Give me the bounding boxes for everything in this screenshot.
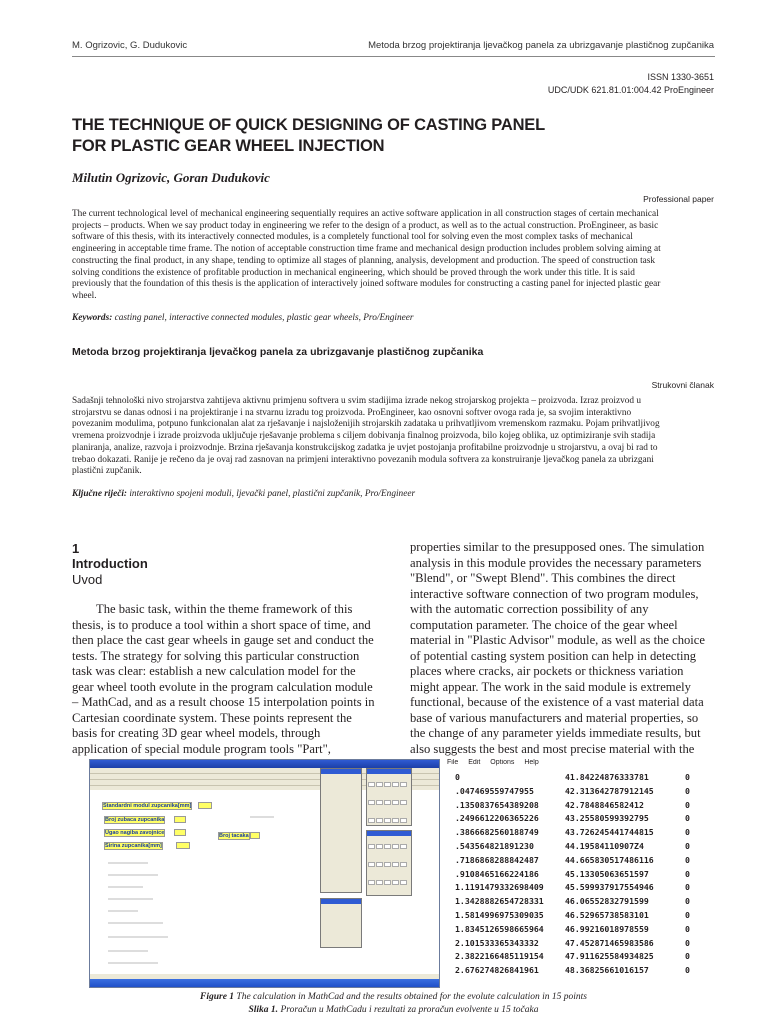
result-cell: 41.84224876333781 (565, 772, 649, 782)
result-cell: 1.3428882654728331 (455, 896, 544, 907)
mathcad-equation (108, 862, 148, 864)
result-cell: 46.52965738583101 (565, 910, 649, 920)
mathcad-equation (250, 816, 274, 818)
mathcad-titlebar (90, 760, 439, 768)
body-line: places where cracks, air pockets or thickness variation (410, 664, 684, 678)
mathcad-palette (366, 830, 412, 896)
result-cell: 43.726245441744815 (565, 827, 654, 838)
body-line: analysis in this module provides the necessary parameters (410, 555, 702, 570)
menu-options[interactable]: Options (490, 759, 515, 766)
body-line: base of various manufacturers and material properties, so (410, 710, 699, 725)
abstract-line: engineering in acceptable time frame. The notion of acceptable construction time frame and mechanical design production includes problem solving aiming at (72, 244, 661, 255)
section-subtitle: Uvod (72, 572, 103, 587)
kljucne-label: Ključne riječi: (72, 489, 128, 499)
mathcad-equation (108, 962, 158, 964)
result-cell: 1.8345126598665964 (455, 923, 544, 934)
result-cell: 0 (685, 854, 690, 865)
keywords-text: casting panel, interactive connected modules, plastic gear wheels, Pro/Engineer (114, 313, 414, 323)
kljucne-rijeci (72, 489, 415, 499)
result-cell: 0 (685, 896, 690, 907)
title-line-1: THE TECHNIQUE OF QUICK DESIGNING OF CASTING PANEL (72, 116, 545, 134)
result-cell: 45.599937917554946 (565, 882, 654, 893)
body-line: "Blend", or "Swept Blend". This combines the direct (410, 571, 676, 585)
mathcad-value (174, 816, 186, 823)
menu-help[interactable]: Help (524, 759, 539, 766)
result-cell: .3866682560188749 (455, 827, 539, 838)
mathcad-equation (108, 874, 158, 876)
body-line: thesis, is to produce a tool within a short space of time, and (72, 617, 371, 632)
croatian-title: Metoda brzog projektiranja ljevačkog panela za ubrizgavanje plastičnog zupčanika (72, 346, 484, 358)
result-cell: 46.99216018978559 (565, 923, 649, 934)
result-cell: 0 (685, 799, 690, 810)
result-cell: 0 (685, 937, 690, 948)
sazetak-line: strojarstvu se danas odnosi i na projektiranje i na stvarnu izradu tog proizvoda. ProEngineer, kao osnovni softver ovoga rada je, sa svojim interaktivno (72, 407, 632, 418)
body-line: of potential casting system position can help in detecting (410, 648, 697, 663)
mathcad-value (174, 829, 186, 836)
abstract-line: wheel. (72, 290, 97, 301)
kljucne-text: interaktivno spojeni moduli, ljevački panel, plastični zupčanik, Pro/Engineer (129, 489, 416, 499)
mathcad-palette (320, 768, 362, 893)
running-title: Metoda brzog projektiranja ljevačkog panela za ubrizgavanje plastičnog zupčanika (368, 40, 714, 51)
body-line: with the automatic correction possibility of any (410, 602, 649, 616)
result-cell: 44.665830517486116 (565, 854, 654, 865)
result-cell: 0 (685, 923, 690, 934)
abstract (72, 209, 714, 303)
sazetak-line: povezanim modulima, potpuno funkcionalan alat za rješavanje i najsloženijih strojarskih zadataka u prihvatljivom vremenskom razmaku. Pojam prihvatljivog (72, 419, 660, 430)
result-cell: 47.911625584934825 (565, 951, 654, 962)
keywords-label: Keywords: (72, 313, 113, 323)
result-cell: .2496612206365226 (455, 813, 539, 824)
body-line: functional, because of the existence of a vast material data (410, 695, 704, 709)
menu-file[interactable]: File (447, 759, 459, 766)
result-cell: 0 (685, 868, 690, 879)
body-line: The basic task, within the theme framework of this (96, 602, 353, 616)
result-cell: 44.19584110907Z4 (565, 841, 644, 851)
result-cell: 0 (685, 882, 690, 893)
body-line: interactive software connection of two program modules, (410, 586, 699, 601)
result-cell: 0 (685, 813, 690, 824)
mathcad-worksheet (90, 790, 439, 974)
result-cell: 2.3822166485119154 (455, 951, 544, 962)
windows-taskbar (90, 979, 439, 987)
figure-caption (72, 991, 715, 1003)
result-cell: 45.13305063651597 (565, 868, 649, 879)
abstract-line: projects – products. When we say product today in engineering we refer to the design of a product, as well as to the actual construction. ProEngineer, as basic (72, 220, 659, 231)
mathcad-label: Ugao nagiba zavojnice (105, 830, 165, 836)
croatian-type: Strukovni članak (651, 380, 714, 390)
body-line: then place the cast gear wheels in gauge set and conduct the (72, 633, 374, 647)
mathcad-equation (108, 886, 143, 888)
paper-title (72, 115, 632, 157)
body-line: properties similar to the presupposed ones. The simulation (410, 540, 705, 554)
body-line: also suggests the best and most precise material with the (410, 741, 695, 756)
result-cell: .9108465166224186 (455, 868, 539, 879)
mathcad-equation (108, 950, 148, 952)
mathcad-value (176, 842, 190, 849)
result-cell: .047469559747955 (455, 785, 534, 796)
body-line: task was clear: establish a new calculation model for the (72, 664, 356, 678)
sazetak-line: vremena proizvodnje i izrade proizvoda uključuje rješavanje problema s ciljem dobivanja finalnog proizvoda, bilo kojeg oblika, uz optimiziranje svih stadija (72, 431, 656, 442)
result-cell: 0 (685, 951, 690, 962)
mathcad-screenshot (89, 759, 440, 988)
running-authors: M. Ogrizovic, G. Dudukovic (72, 40, 188, 51)
sazetak-line: Sadašnji tehnološki nivo strojarstva zahtijeva aktivnu primjenu softvera u svim stadijima izrade nekog strojarskog projekta – proizvoda. Izraz proizvod u (72, 396, 642, 406)
body-line: computation parameter. The choice of the gear wheel (410, 617, 678, 632)
sazetak (72, 396, 714, 478)
results-screenshot (447, 759, 715, 988)
mathcad-value (198, 802, 212, 809)
body-line: tests. The strategy for solving this particular construction (72, 648, 360, 663)
section-number: 1 (72, 541, 80, 556)
result-cell: 2.676274826841961 (455, 965, 539, 976)
result-cell: 48.36825661016157 (565, 965, 649, 976)
abstract-line: constructing the final product, in any shape, tending to optimize all stages of planning, analysis, development and production. The speed of construction task (72, 255, 656, 266)
udc: UDC/UDK 621.81.01:004.42 ProEngineer (547, 85, 714, 95)
paper-type: Professional paper (643, 194, 714, 204)
keywords (72, 313, 414, 323)
body-line: application of special module program tools "Part", (72, 741, 331, 756)
mathcad-equation (108, 898, 153, 900)
result-cell: .543564821891230 (455, 841, 534, 851)
result-cell: 0 (685, 772, 690, 782)
result-cell: 0 (685, 827, 690, 838)
figure-text: The calculation in MathCad and the results obtained for the evolute calculation in 15 points (236, 992, 588, 1002)
result-cell: .7186868288842487 (455, 854, 539, 865)
body-line: material in "Plastic Advisor" module, as well as the choice (410, 633, 705, 647)
result-cell: 0 (455, 772, 460, 782)
issn: ISSN 1330-3651 (647, 72, 714, 82)
section-title: Introduction (72, 556, 148, 571)
body-line: – MathCad, and as a result choose 15 interpolation points in (72, 695, 375, 709)
right-column (410, 540, 714, 757)
result-cell: 42.313642787912145 (565, 785, 654, 796)
result-cell: 43.25580599392795 (565, 813, 649, 824)
result-cell: 2.101533365343332 (455, 937, 539, 948)
mathcad-label: Broj tacaka (219, 833, 249, 839)
result-cell: .1350837654389208 (455, 799, 539, 810)
result-cell: 46.06552832791599 (565, 896, 649, 907)
sazetak-line: planiranja, analize, razvoja i proizvodnje. Brzina rješavanja konstrukcijskog zadatka je uvjet postojanja profitabilne proizvodnje u strojarstvu, a ovaj bi rad to (72, 442, 658, 453)
result-cell: 1.1191479332698409 (455, 882, 544, 893)
result-cell: 0 (685, 965, 690, 976)
mathcad-equation (108, 922, 163, 924)
mathcad-label: Standardni modul zupcanika[mm] (103, 803, 192, 809)
sazetak-line: trebao dokazati. Ranije je rečeno da je ovaj rad zasnovan na primjeni interaktivno povezanih modula softvera za konstruiranje ljevačkog panela za ubrizgani (72, 454, 654, 465)
mathcad-palette (320, 898, 362, 948)
abstract-line: The current technological level of mechanical engineering sequentially requires an active software application in all construction stages of certain mechanical (72, 209, 659, 219)
body-line: the change of any parameter yields immediate results, but (410, 726, 701, 740)
mathcad-label: Broj zubaca zupcanika (105, 817, 165, 823)
figure-label: Figure 1 (199, 992, 235, 1002)
result-cell: 42.7848846582412 (565, 799, 644, 810)
sazetak-line: plastični zupčanik. (72, 466, 142, 477)
abstract-line: solving conditions the existence of profitable production in mechanical engineering, which should be proved through the work under this title. It is said (72, 267, 635, 278)
header-rule (72, 56, 715, 57)
result-cell: 0 (685, 841, 690, 851)
abstract-line: previously that the foundation of this thesis is the application of interactively joined software modules for constructing a casting panel for injected plastic gear (72, 279, 661, 290)
abstract-line: software of this thesis, with its interactively connected modules, is a completely functional tool for solving even the most complex tasks of mechanical (72, 232, 633, 243)
body-line: might appear. The work in the said module is extremely (410, 679, 691, 694)
result-cell: 0 (685, 910, 690, 920)
slika-text: Proračun u MathCadu i rezultati za proračun evolvente u 15 točaka (280, 1005, 539, 1015)
body-line: gear wheel tooth evolute in the program calculation module (72, 679, 373, 694)
mathcad-equation (108, 910, 138, 912)
mathcad-value (250, 832, 260, 839)
slika-label: Slika 1. (248, 1005, 279, 1015)
mathcad-label: Sirina zupcanika[mm] (105, 843, 162, 849)
mathcad-equation (108, 936, 168, 938)
menu-edit[interactable]: Edit (468, 759, 481, 766)
results-menubar (447, 759, 547, 766)
slika-caption (72, 1004, 715, 1016)
title-line-2: FOR PLASTIC GEAR WHEEL INJECTION (72, 137, 385, 155)
paper-authors: Milutin Ogrizovic, Goran Dudukovic (72, 170, 270, 185)
result-cell: 47.452871465983586 (565, 937, 654, 948)
left-column (72, 602, 375, 757)
body-line: basis for creating 3D gear wheel models, through (72, 726, 321, 740)
mathcad-palette (366, 768, 412, 826)
result-cell: 0 (685, 785, 690, 796)
body-line: Cartesian coordinate system. These points represent the (72, 710, 352, 725)
result-cell: 1.5814996975309035 (455, 910, 544, 920)
